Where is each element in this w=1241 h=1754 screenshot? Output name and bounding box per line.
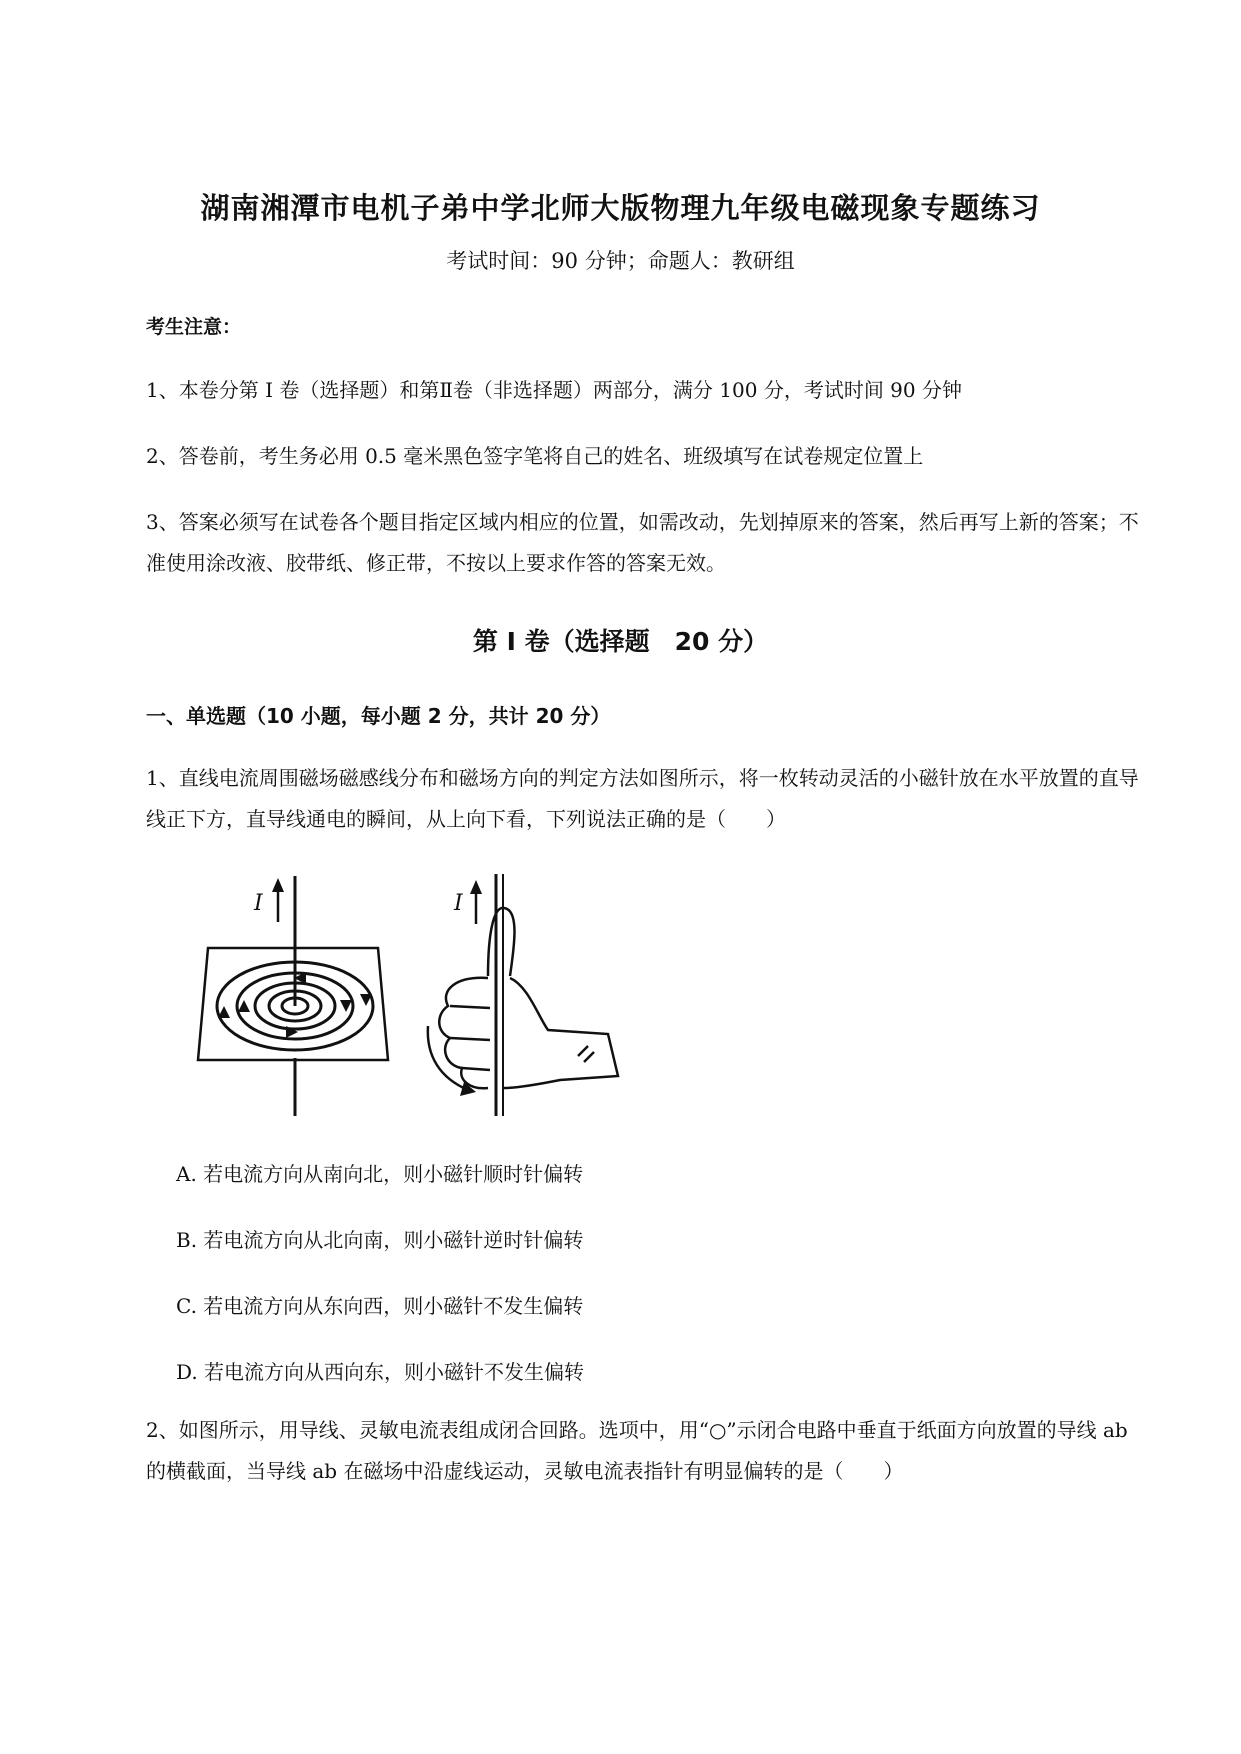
current-label-right: I xyxy=(454,891,463,916)
notice-item-2: 2、答卷前，考生务必用 0.5 毫米黑色签字笔将自己的姓名、班级填写在试卷规定位置上 xyxy=(146,444,924,468)
notice-item-3: 3、答案必须写在试卷各个题目指定区域内相应的位置，如需改动，先划掉原来的答案，然后再写上新的答案；不准使用涂改液、胶带纸、修正带，不按以上要求作答的答案无效。 xyxy=(146,510,1139,575)
question-1-option-d: D. 若电流方向从西向东，则小磁针不发生偏转 xyxy=(176,1360,585,1384)
section-title: 第 I 卷（选择题 20 分） xyxy=(472,627,769,656)
part-heading: 一、单选题（10 小题，每小题 2 分，共计 20 分） xyxy=(146,704,611,728)
field-lines-diagram xyxy=(198,876,388,1116)
notice-heading: 考生注意： xyxy=(146,316,242,338)
question-1-option-a: A. 若电流方向从南向北，则小磁针顺时针偏转 xyxy=(176,1162,584,1186)
exam-meta: 考试时间：90 分钟；命题人：教研组 xyxy=(446,249,795,273)
current-label-left: I xyxy=(254,891,263,916)
question-1-text: 1、直线电流周围磁场磁感线分布和磁场方向的判定方法如图所示，将一枚转动灵活的小磁针放在水平放置的直导线正下方，直导线通电的瞬间，从上向下看，下列说法正确的是（ ） xyxy=(146,766,1139,831)
question-1-option-c: C. 若电流方向从东向西，则小磁针不发生偏转 xyxy=(176,1294,584,1318)
question-1-option-b: B. 若电流方向从北向南，则小磁针逆时针偏转 xyxy=(176,1228,584,1252)
question-2-text: 2、如图所示，用导线、灵敏电流表组成闭合回路。选项中，用“○”示闭合电路中垂直于纸面方向放置的导线 ab 的横截面，当导线 ab 在磁场中沿虚线运动，灵敏电流表指针有明显偏转的是（ ） xyxy=(146,1418,1128,1483)
page-title: 湖南湘潭市电机子弟中学北师大版物理九年级电磁现象专题练习 xyxy=(200,191,1041,225)
question-1-figure xyxy=(188,866,648,1118)
notice-item-1: 1、本卷分第 I 卷（选择题）和第Ⅱ卷（非选择题）两部分，满分 100 分，考试时间 90 分钟 xyxy=(146,378,962,402)
